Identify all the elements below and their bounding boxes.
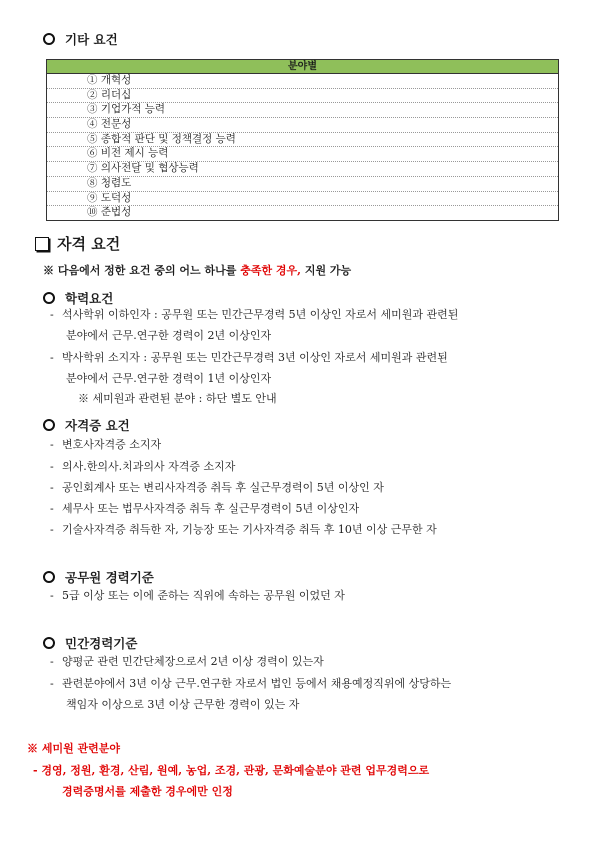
list-item-text: 세무사 또는 법무사자격증 취득 후 실근무경력이 5년 이상인자	[62, 502, 360, 515]
list-item: - 박사학위 소지자 : 공무원 또는 민간근무경력 3년 이상인 자로서 세미원과 관련된	[50, 351, 448, 364]
table-row: ⑥ 비전 제시 능력	[47, 147, 558, 162]
list-item: - 세무사 또는 법무사자격증 취득 후 실근무경력이 5년 이상인자	[50, 502, 360, 515]
list-item-text: 5급 이상 또는 이에 준하는 직위에 속하는 공무원 이었던 자	[62, 589, 345, 602]
related-field-line: 경력증명서를 제출한 경우에만 인정	[62, 785, 233, 798]
license-title: 자격증 요건	[65, 418, 130, 433]
list-item-text: 기술사자격증 취득한 자, 기능장 또는 기사자격증 취득 후 10년 이상 근무한 자	[62, 523, 437, 536]
table-row: ⑦ 의사전달 및 협상능력	[47, 162, 558, 177]
note-highlight: 충족한 경우,	[240, 264, 301, 277]
list-item-continuation: 분야에서 근무.연구한 경력이 2년 이상인자	[66, 329, 272, 342]
qualification-heading	[35, 233, 120, 254]
competency-table	[46, 59, 559, 221]
private-career-heading	[43, 634, 137, 652]
square-bullet-icon	[35, 237, 49, 251]
circle-bullet-icon	[43, 637, 55, 649]
table-row: ② 리더십	[47, 89, 558, 104]
related-field-title: ※ 세미원 관련분야	[27, 742, 121, 755]
note-prefix: ※ 다음에서 정한 요건 중의 어느 하나를	[43, 264, 241, 277]
public-career-title: 공무원 경력기준	[65, 570, 154, 585]
list-item-text: 공인회계사 또는 변리사자격증 취득 후 실근무경력이 5년 이상인 자	[62, 481, 384, 494]
table-header: 분야별	[47, 60, 558, 74]
circle-bullet-icon	[43, 571, 55, 583]
education-title: 학력요건	[65, 291, 114, 306]
list-item: - 변호사자격증 소지자	[50, 438, 162, 451]
list-item: - 5급 이상 또는 이에 준하는 직위에 속하는 공무원 이었던 자	[50, 589, 345, 602]
other-requirements-heading	[43, 30, 118, 48]
circle-bullet-icon	[43, 419, 55, 431]
list-item-text: 관련분야에서 3년 이상 근무.연구한 자로서 법인 등에서 채용예정직위에 상당하는	[62, 677, 452, 690]
license-heading	[43, 416, 130, 434]
list-item-text: 변호사자격증 소지자	[62, 438, 162, 451]
qualification-title: 자격 요건	[57, 235, 121, 253]
table-row: ⑤ 종합적 판단 및 정책결정 능력	[47, 133, 558, 148]
list-item: - 석사학위 이하인자 : 공무원 또는 민간근무경력 5년 이상인 자로서 세미원과 관련된	[50, 308, 459, 321]
table-row: ④ 전문성	[47, 118, 558, 133]
table-row: ⑧ 청렴도	[47, 177, 558, 192]
list-item: - 관련분야에서 3년 이상 근무.연구한 자로서 법인 등에서 채용예정직위에 상당하는	[50, 677, 452, 690]
list-item: - 공인회계사 또는 변리사자격증 취득 후 실근무경력이 5년 이상인 자	[50, 481, 384, 494]
list-item: - 기술사자격증 취득한 자, 기능장 또는 기사자격증 취득 후 10년 이상 근무한 자	[50, 523, 437, 536]
list-item-text: 박사학위 소지자 : 공무원 또는 민간근무경력 3년 이상인 자로서 세미원과 관련된	[62, 351, 448, 364]
circle-bullet-icon	[43, 292, 55, 304]
list-item-text: 양평군 관련 민간단체장으로서 2년 이상 경력이 있는자	[62, 655, 324, 668]
qualification-note	[43, 262, 351, 278]
table-row: ⑨ 도덕성	[47, 192, 558, 207]
list-item-text: 석사학위 이하인자 : 공무원 또는 민간근무경력 5년 이상인 자로서 세미원과 관련된	[62, 308, 459, 321]
circle-bullet-icon	[43, 33, 55, 45]
other-requirements-title: 기타 요건	[65, 32, 118, 47]
list-item-text: 의사.한의사.치과의사 자격증 소지자	[62, 460, 236, 473]
table-row: ① 개혁성	[47, 74, 558, 89]
note-suffix: 지원 가능	[301, 264, 352, 277]
list-item: - 양평군 관련 민간단체장으로서 2년 이상 경력이 있는자	[50, 655, 324, 668]
private-career-title: 민간경력기준	[65, 636, 138, 651]
list-item-continuation: 책임자 이상으로 3년 이상 근무한 경력이 있는 자	[66, 698, 300, 711]
table-row: ③ 기업가적 능력	[47, 103, 558, 118]
public-career-heading	[43, 568, 154, 586]
education-sub-note: ※ 세미원과 관련된 분야 : 하단 별도 안내	[78, 392, 277, 405]
related-field-line: - 경영, 정원, 환경, 산림, 원예, 농업, 조경, 관광, 문화예술분야 관련 업무경력으로	[33, 764, 430, 777]
list-item-continuation: 분야에서 근무.연구한 경력이 1년 이상인자	[66, 372, 272, 385]
table-row: ⑩ 준법성	[87, 206, 132, 219]
list-item: - 의사.한의사.치과의사 자격증 소지자	[50, 460, 236, 473]
